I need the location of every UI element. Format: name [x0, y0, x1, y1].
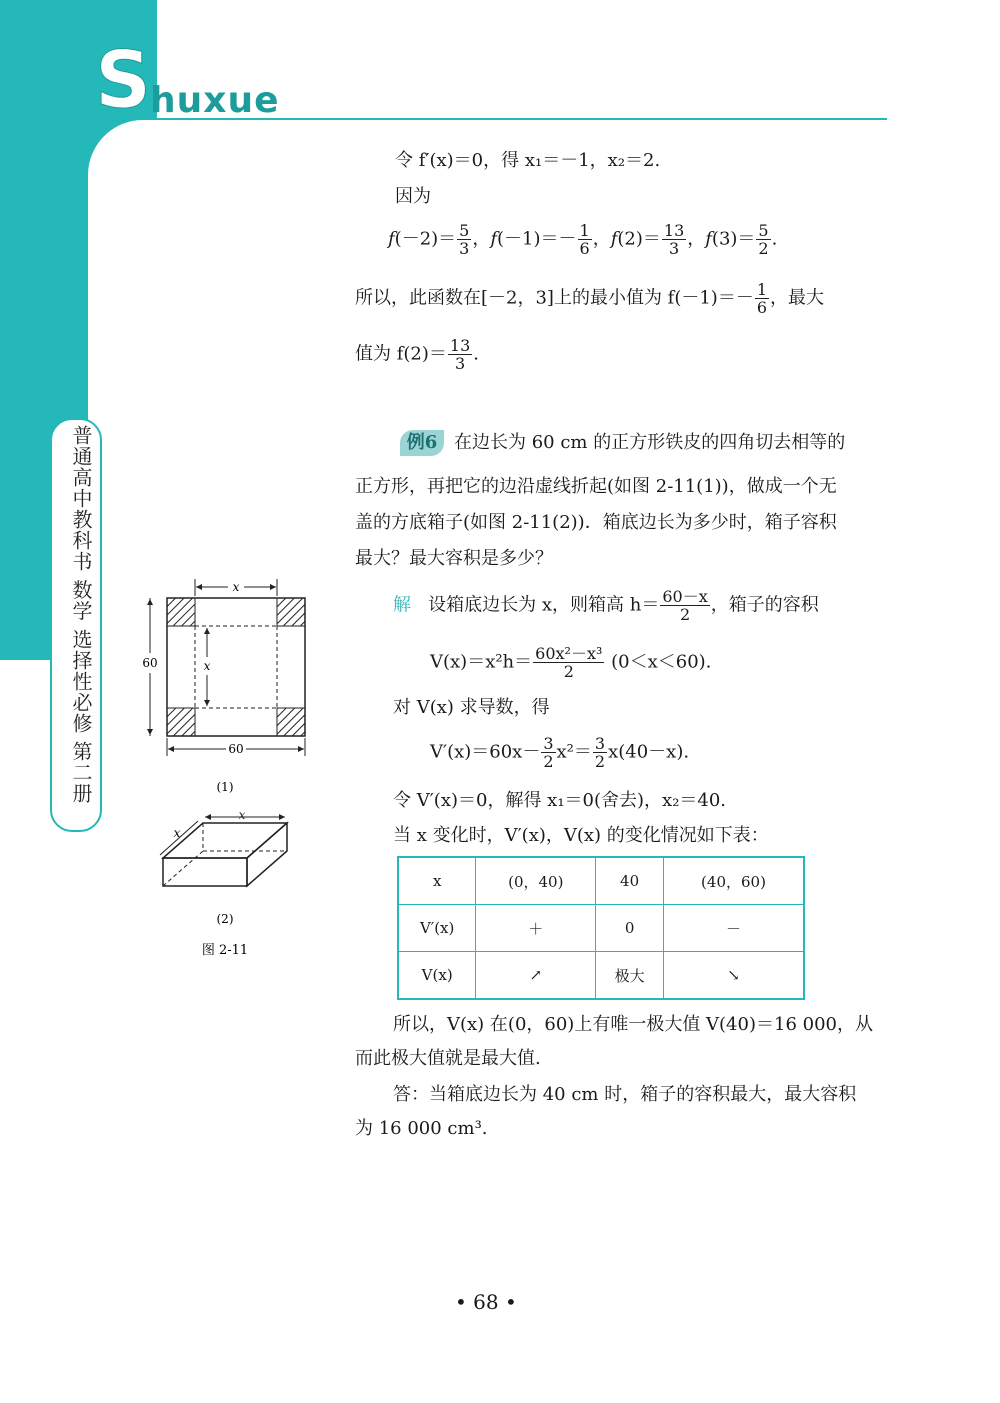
solution-line-3: 对 V(x) 求导数，得 [393, 697, 550, 718]
box-front [163, 858, 247, 886]
caption-2: (2) [216, 912, 234, 926]
conclusion-line-2: 而此极大值就是最大值. [355, 1048, 541, 1069]
label-60-left: 60 [142, 656, 158, 670]
table-cell: V(x) [398, 952, 476, 1000]
label-x-box-side: x [173, 826, 181, 840]
corner-cut [277, 598, 305, 626]
table-cell: (0，40) [476, 857, 596, 905]
table-row [398, 857, 804, 905]
table-cell: － [664, 905, 805, 952]
table-row [398, 905, 804, 952]
figure-2-11 [130, 575, 330, 975]
example-6-line-3: 盖的方底箱子(如图 2-11(2))．箱底边长为多少时，箱子容积 [355, 512, 837, 533]
table-cell: ＋ [476, 905, 596, 952]
table-row [398, 952, 804, 1000]
table-cell: V′(x) [398, 905, 476, 952]
solution-line-2: V(x)＝x²h＝ $\frac{\text{60x²－x³}}{2}$ (0＜x＜60). [430, 644, 712, 681]
label-x-top: x [232, 580, 240, 594]
solution-label: 解 [393, 594, 411, 616]
corner-cut [167, 708, 195, 736]
label-60-bottom: 60 [228, 742, 244, 756]
table-cell: 40 [596, 857, 664, 905]
box-top-rim [163, 823, 287, 858]
line-4: 所以，此函数在[－2，3]上的最小值为 f(－1)＝－ $\frac{1}{6}$ ，最大 [355, 280, 825, 317]
example-6-line-1: 例6 在边长为 60 cm 的正方形铁皮的四角切去相等的 [400, 428, 845, 456]
corner-cut [167, 598, 195, 626]
corner-cut [277, 708, 305, 736]
table-cell: ↗ [476, 952, 596, 1000]
table-cell: (40，60) [664, 857, 805, 905]
example-badge: 例6 [400, 430, 444, 456]
label-x-box-top: x [238, 808, 246, 822]
solution-line-1: 解 设箱底边长为 x，则箱高 h＝ $\frac{60-x}{2}$ ，箱子的容积 [393, 587, 819, 624]
table-cell: 极大 [596, 952, 664, 1000]
values-line: f(－2)＝ $\frac{5}{3}$ ，f(－1)＝－ $\frac{1}{6}$ ，f(2)＝ $\frac{13}{3}$ ，f(3)＝ $\frac{5}{2}$ . [388, 221, 778, 258]
line-5: 值为 f(2)＝ $\frac{13}{3}$ . [355, 336, 479, 373]
example-6-line-2: 正方形，再把它的边沿虚线折起(如图 2-11(1))，做成一个无 [355, 476, 837, 497]
example-6-line-4: 最大？最大容积是多少？ [355, 548, 553, 569]
solution-line-5: 令 V′(x)＝0，解得 x₁＝0(舍去)，x₂＝40. [393, 790, 727, 811]
side-tab-text: 普通高中教科书 数学 选择性必修 第二册 [69, 425, 93, 805]
solution-line-6: 当 x 变化时，V′(x)，V(x) 的变化情况如下表： [393, 825, 769, 846]
box-side [247, 823, 287, 886]
line-2: 因为 [395, 186, 431, 207]
answer-line-1: 答：当箱底边长为 40 cm 时，箱子的容积最大，最大容积 [393, 1084, 857, 1105]
caption-1: (1) [216, 780, 234, 794]
table-cell: ↘ [664, 952, 805, 1000]
table-cell: 0 [596, 905, 664, 952]
page-number: • 68 • [455, 1290, 517, 1314]
figure-title: 图 2-11 [201, 943, 249, 958]
label-x-mid: x [203, 659, 211, 673]
answer-line-2: 为 16 000 cm³. [355, 1118, 488, 1139]
line-1: 令 f′(x)＝0，得 x₁＝－1，x₂＝2. [395, 150, 661, 171]
table-cell: x [398, 857, 476, 905]
conclusion-line-1: 所以，V(x) 在(0，60)上有唯一极大值 V(40)＝16 000，从 [393, 1014, 873, 1035]
solution-line-4: V′(x)＝60x－ $\frac{3}{2}$ x²＝ $\frac{3}{2}$ x(40－x). [430, 734, 690, 771]
shuxue-logo: S huxue [95, 36, 280, 126]
variation-table [397, 856, 805, 1000]
